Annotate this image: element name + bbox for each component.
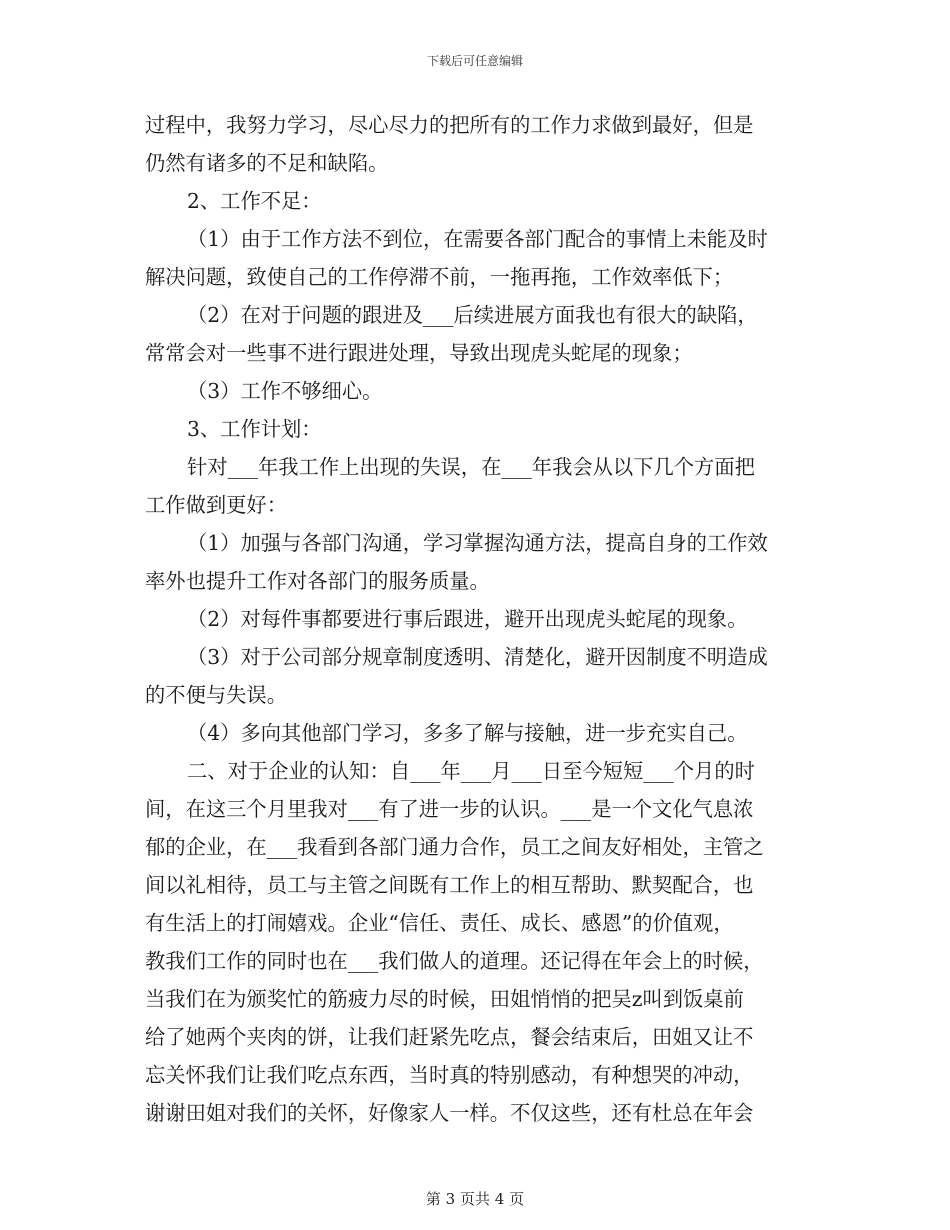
text-line: （2）在对于问题的跟进及___后续进展方面我也有很大的缺陷， bbox=[187, 303, 758, 327]
text-line: 谢谢田姐对我们的关怀，好像家人一样。不仅这些，还有杜总在年会 bbox=[145, 1101, 754, 1125]
text-line: （1）由于工作方法不到位，在需要各部门配合的事情上未能及时 bbox=[187, 227, 768, 251]
text-line: 间以礼相待，员工与主管之间既有工作上的相互帮助、默契配合，也 bbox=[145, 873, 754, 897]
text-line: （4）多向其他部门学习，多多了解与接触，进一步充实自己。 bbox=[187, 721, 748, 745]
text-line: （3）工作不够细心。 bbox=[187, 379, 383, 403]
text-line: 郁的企业，在___我看到各部门通力合作，员工之间友好相处，主管之 bbox=[145, 835, 764, 859]
text-line: 当我们在为颁奖忙的筋疲力尽的时候，田姐悄悄的把吴z叫到饭桌前 bbox=[145, 987, 744, 1011]
text-line: 忘关怀我们让我们吃点东西，当时真的特别感动，有种想哭的冲动， bbox=[145, 1063, 754, 1087]
text-line: 二、对于企业的认知：自___年___月___日至今短短___个月的时 bbox=[187, 759, 755, 783]
text-line: 常常会对一些事不进行跟进处理，导致出现虎头蛇尾的现象； bbox=[145, 341, 693, 365]
text-line: 解决问题，致使自己的工作停滞不前，一拖再拖，工作效率低下； bbox=[145, 265, 734, 289]
text-line: （2）对每件事都要进行事后跟进，避开出现虎头蛇尾的现象。 bbox=[187, 607, 748, 631]
text-line: 针对___年我工作上出现的失误，在___年我会从以下几个方面把 bbox=[187, 455, 755, 479]
text-line: 2、工作不足： bbox=[187, 189, 322, 213]
text-line: （1）加强与各部门沟通，学习掌握沟通方法，提高自身的工作效 bbox=[187, 531, 768, 555]
document-body bbox=[145, 106, 809, 1132]
text-line: 率外也提升工作对各部门的服务质量。 bbox=[145, 569, 490, 593]
text-line: 过程中，我努力学习，尽心尽力的把所有的工作力求做到最好，但是 bbox=[145, 113, 754, 137]
text-line: 间，在这三个月里我对___有了进一步的认识。___是一个文化气息浓 bbox=[145, 797, 754, 821]
page-number: 第 3 页共 4 页 bbox=[425, 1190, 525, 1208]
text-line: （3）对于公司部分规章制度透明、清楚化，避开因制度不明造成 bbox=[187, 645, 768, 669]
text-line: 工作做到更好： bbox=[145, 493, 287, 517]
text-line: 的不便与失误。 bbox=[145, 683, 287, 707]
text-line: 给了她两个夹肉的饼，让我们赶紧先吃点，餐会结束后，田姐又让不 bbox=[145, 1025, 754, 1049]
text-line: 教我们工作的同时也在___我们做人的道理。还记得在年会上的时候， bbox=[145, 949, 764, 973]
text-line: 有生活上的打闹嬉戏。企业“信任、责任、成长、感恩”的价值观， bbox=[145, 911, 734, 935]
text-line: 3、工作计划： bbox=[187, 417, 322, 441]
header-note: 下载后可任意编辑 bbox=[426, 54, 523, 68]
text-line: 仍然有诸多的不足和缺陷。 bbox=[145, 151, 389, 175]
